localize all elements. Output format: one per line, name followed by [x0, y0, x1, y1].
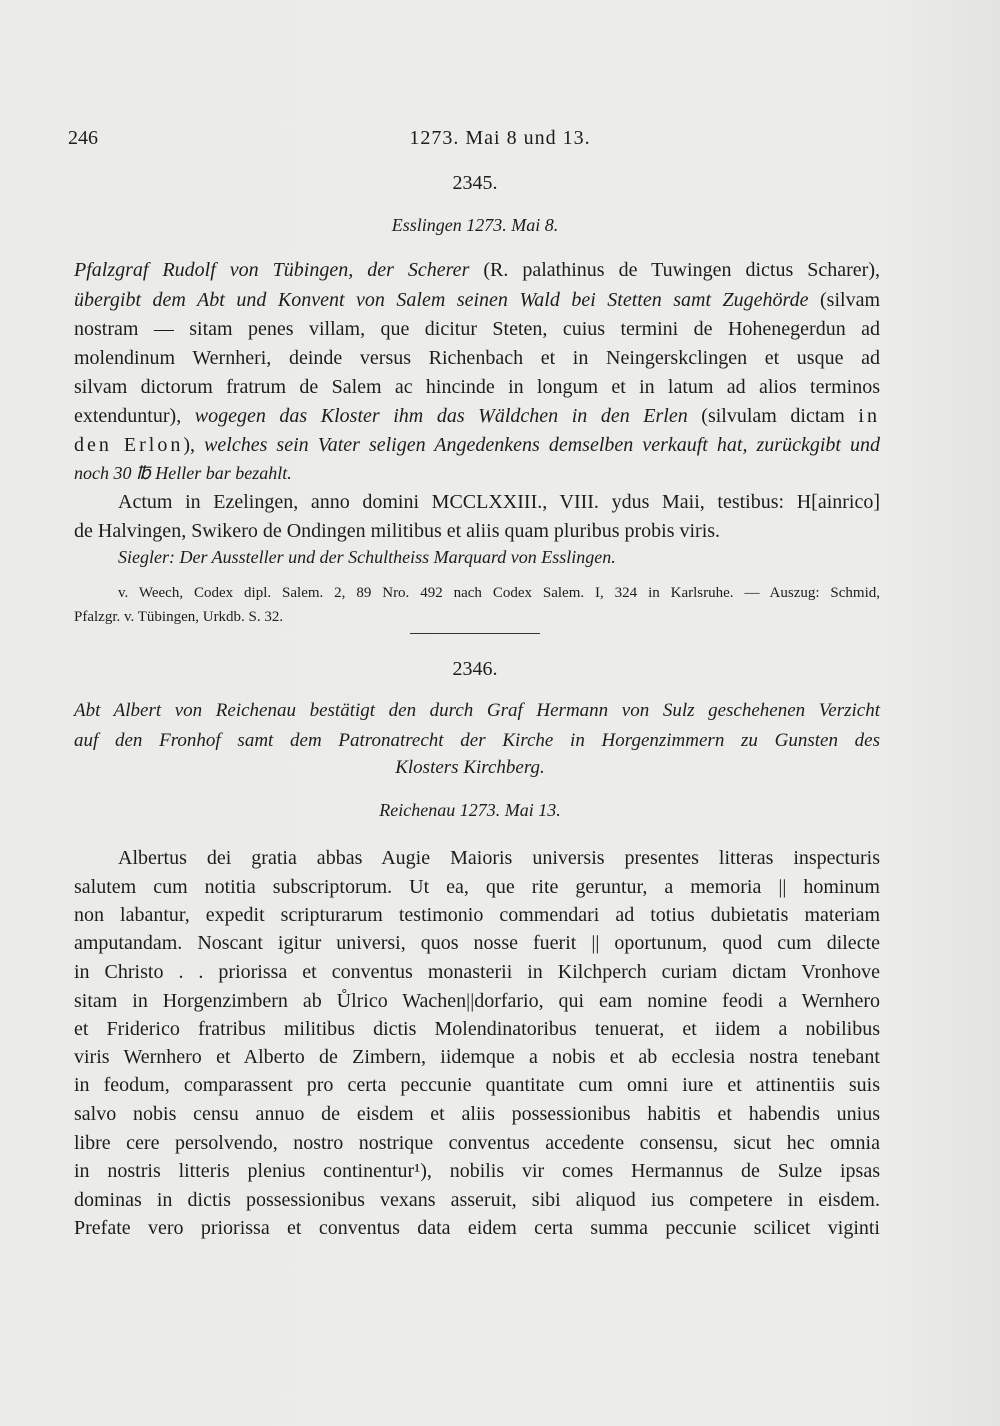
summary-line [74, 287, 880, 314]
summary-spaced: in [858, 405, 880, 427]
source-line: Pfalzgr. v. Tübingen, Urkdb. S. 32. [74, 609, 284, 625]
text-line: salutem cum notitia subscriptorum. Ut ea, que rite geruntur, a memoria || hominum [74, 876, 880, 898]
text-line: Prefate vero priorissa et conventus data eidem certa summa peccunie scilicet viginti [74, 1217, 880, 1239]
text-line: non labantur, expedit scripturarum testimonio commendari ad totius dubietatis materiam [74, 904, 880, 926]
summary-latin: extenduntur), [74, 405, 195, 427]
summary-line [74, 257, 880, 284]
summary-line [74, 460, 880, 487]
doc-number: 2346. [452, 658, 498, 680]
source-line: v. Weech, Codex dipl. Salem. 2, 89 Nro. 492 nach Codex Salem. I, 324 in Karlsruhe. — Auszug: Schmid, [118, 585, 880, 601]
summary-line: silvam dictorum fratrum de Salem ac hincinde in longum et in latum ad alios terminos [74, 376, 880, 398]
text-line: Albertus dei gratia abbas Augie Maioris universis presentes litteras inspecturis [118, 847, 880, 869]
summary-line: molendinum Wernheri, deinde versus Richenbach et in Neingerskclingen et usque ad [74, 347, 880, 369]
seal-note: Siegler: Der Aussteller und der Schultheiss Marquard von Esslingen. [118, 547, 616, 567]
summary-line [74, 403, 880, 430]
summary-italic: welches sein Vater seligen Angedenkens demselben verkauft hat, zurückgibt und [204, 434, 880, 456]
summary-italic: wogegen das Kloster ihm das Wäldchen in den Erlen [194, 405, 688, 427]
text-line: salvo nobis censu annuo de eisdem et aliis possessionibus habitis et habendis unius [74, 1103, 880, 1125]
summary-italic: Pfalzgraf Rudolf von Tübingen, der Scherer [74, 259, 470, 281]
summary-latin: (R. palathinus de Tuwingen dictus Scharer), [469, 259, 880, 281]
summary-italic: noch 30 ℔ Heller bar bezahlt. [74, 463, 292, 483]
text-line: Actum in Ezelingen, anno domini MCCLXXIII., VIII. ydus Maii, testibus: H[ainrico] [118, 491, 880, 513]
place-date: Reichenau 1273. Mai 13. [379, 800, 561, 820]
summary-latin: (silvam [808, 289, 880, 311]
text-line: in nostris litteris plenius continentur¹), nobilis vir comes Hermannus de Sulze ipsas [74, 1160, 880, 1182]
text-line: dominas in dictis possessionibus vexans asseruit, sibi aliquod ius competere in eisdem. [74, 1189, 880, 1211]
summary-latin: (silvulam dictam [687, 405, 859, 427]
doc-number: 2345. [452, 172, 498, 194]
summary-line: nostram — sitam penes villam, que dicitur Steten, cuius termini de Hohenegerdun ad [74, 318, 880, 340]
text-line: et Friderico fratribus militibus dictis Molendinatoribus tenuerat, et iidem a nobilibus [74, 1018, 880, 1040]
text-line: viris Wernhero et Alberto de Zimbern, iidemque a nobis et ab ecclesia nostra tenebant [74, 1046, 880, 1068]
page-number: 246 [68, 127, 98, 149]
text-line: in Christo . . priorissa et conventus monasterii in Kilchperch curiam dictam Vronhove [74, 961, 880, 983]
running-head: 1273. Mai 8 und 13. [409, 127, 591, 149]
text-line: de Halvingen, Swikero de Ondingen militibus et aliis quam pluribus probis viris. [74, 520, 721, 542]
summary-spaced: den Erlon [74, 434, 184, 456]
summary-line: Klosters Kirchberg. [395, 757, 545, 778]
text-line: sitam in Horgenzimbern ab Ůlrico Wachen||dorfario, qui eam nomine feodi a Wernhero [74, 990, 880, 1012]
summary-line [74, 432, 880, 459]
summary-italic: übergibt dem Abt und Konvent von Salem seinen Wald bei Stetten samt Zugehörde [74, 289, 809, 311]
text-line: libre cere persolvendo, nostro nostrique conventus accedente consensu, sicut hec omnia [74, 1132, 880, 1154]
text-line: amputandam. Noscant igitur universi, quos nosse fuerit || oportunum, quod cum dilecte [74, 932, 880, 954]
separator-rule [410, 633, 540, 634]
summary-line: auf den Fronhof samt dem Patronatrecht der Kirche in Horgenzimmern zu Gunsten des [74, 730, 880, 751]
text-line: in feodum, comparassent pro certa peccunie quantitate cum omni iure et attinentiis suis [74, 1074, 880, 1096]
place-date: Esslingen 1273. Mai 8. [391, 215, 559, 235]
summary-latin: ), [183, 434, 205, 456]
summary-line: Abt Albert von Reichenau bestätigt den durch Graf Hermann von Sulz geschehenen Verzicht [74, 700, 880, 721]
